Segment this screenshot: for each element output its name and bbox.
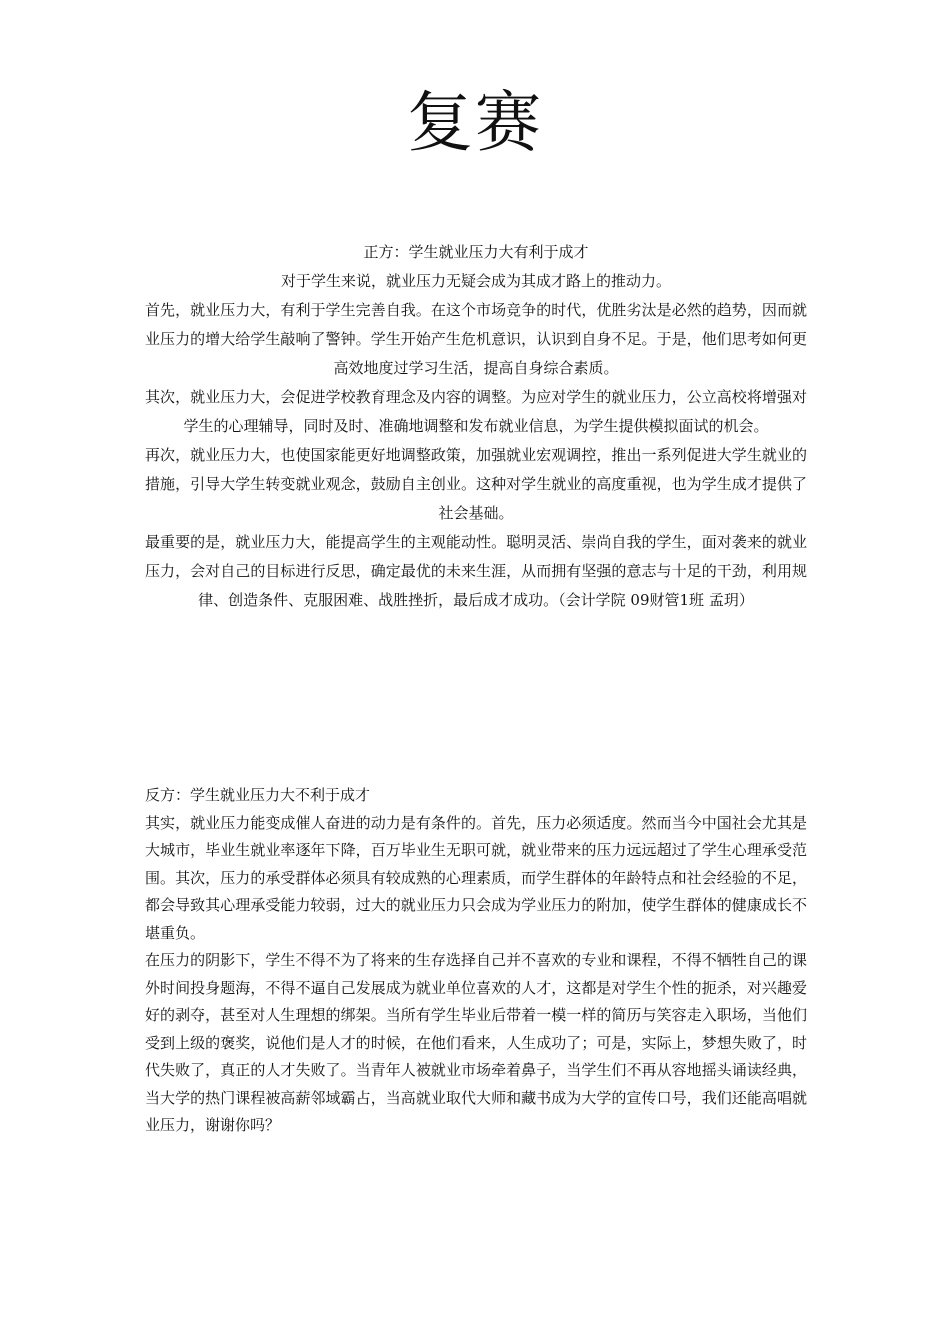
document-title: 复赛 (407, 84, 543, 161)
con-side-section (145, 782, 807, 1140)
con-side-heading: 反方：学生就业压力大不利于成才 (145, 786, 371, 804)
pro-side-thesis: 对于学生来说，就业压力无疑会成为其成才路上的推动力。 (280, 272, 671, 290)
pro-side-section (145, 238, 807, 615)
con-side-paragraph: 其实，就业压力能变成催人奋进的动力是有条件的。首先，压力必须适度。然而当今中国社会尤其是大城市，毕业生就业率逐年下降，百万毕业生无职可就，就业带来的压力远远超过了学生心理承受范围。其次，压力的承受群体必须具有较成熟的心理素质，而学生群体的年龄特点和社会经验的不足，都会导致其心理承受能力较弱，过大的就业压力只会成为学业压力的附加，使学生群体的健康成长不堪重负。 (145, 813, 807, 942)
pro-side-paragraph: 首先，就业压力大，有利于学生完善自我。在这个市场竞争的时代，优胜劣汰是必然的趋势，因而就业压力的增大给学生敲响了警钟。学生开始产生危机意识，认识到自身不足。于是，他们思考如何更高效地度过学习生活，提高自身综合素质。 (145, 301, 807, 377)
pro-side-heading: 正方：学生就业压力大有利于成才 (363, 243, 589, 261)
pro-side-paragraph: 其次，就业压力大，会促进学校教育理念及内容的调整。为应对学生的就业压力，公立高校将增强对学生的心理辅导，同时及时、准确地调整和发布就业信息，为学生提供模拟面试的机会。 (145, 388, 807, 435)
pro-side-paragraph: 最重要的是，就业压力大，能提高学生的主观能动性。聪明灵活、崇尚自我的学生，面对袭来的就业压力，会对自己的目标进行反思，确定最优的未来生涯，从而拥有坚强的意志与十足的干劲，利用规律、创造条件、克服困难、战胜挫折，最后成才成功。（会计学院 09财管1班 孟玥） (145, 533, 807, 609)
pro-side-paragraph: 再次，就业压力大，也使国家能更好地调整政策，加强就业宏观调控，推出一系列促进大学生就业的措施，引导大学生转变就业观念，鼓励自主创业。这种对学生就业的高度重视，也为学生成才提供了社会基础。 (145, 446, 807, 522)
con-side-paragraph: 在压力的阴影下，学生不得不为了将来的生存选择自己并不喜欢的专业和课程，不得不牺牲自己的课外时间投身题海，不得不逼自己发展成为就业单位喜欢的人才，这都是对学生个性的扼杀，对兴趣爱好的剥夺，甚至对人生理想的绑架。当所有学生毕业后带着一模一样的简历与笑容走入职场，当他们受到上级的褒奖，说他们是人才的时候，在他们看来，人生成功了；可是，实际上，梦想失败了，时代失败了，真正的人才失败了。当青年人被就业市场牵着鼻子，当学生们不再从容地摇头诵读经典，当大学的热门课程被高薪邻域霸占，当高就业取代大师和藏书成为大学的宣传口号，我们还能高唱就业压力，谢谢你吗？ (145, 951, 807, 1134)
